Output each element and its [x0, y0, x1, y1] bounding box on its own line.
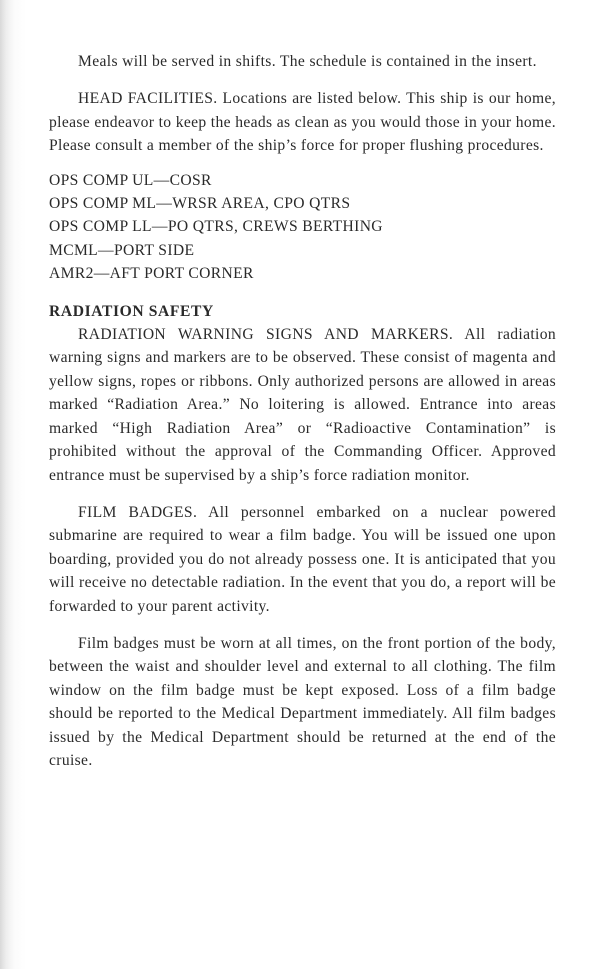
location-item: AMR2—AFT PORT CORNER [49, 265, 254, 283]
head-locations-list [49, 169, 556, 286]
location-item: OPS COMP UL—COSR [49, 171, 212, 189]
page-content [49, 50, 556, 772]
head-facilities-paragraph: HEAD FACILITIES. Locations are listed below. This ship is our home, please endeavor to keep the heads as clean as you would those in your home. Please consult a member of the ship’s force for proper flushing procedures. [49, 90, 556, 155]
section-heading: RADIATION SAFETY [49, 302, 214, 320]
location-item: OPS COMP ML—WRSR AREA, CPO QTRS [49, 195, 351, 213]
meals-paragraph: Meals will be served in shifts. The schedule is contained in the insert. [78, 53, 537, 70]
warning-signs-paragraph: RADIATION WARNING SIGNS AND MARKERS. All radiation warning signs and markers are to be observed. These consist of magenta and yellow signs, ropes or ribbons. Only authorized persons are allowed in areas marked “Radiation Area.” No loitering is allowed. Entrance into areas marked “High Radiation Area” or “Radioactive Contamination” is prohibited without the approval of the Commanding Officer. Approved entrance must be supervised by a ship’s force radiation monitor. [49, 326, 556, 484]
film-badges-wear-paragraph: Film badges must be worn at all times, on the front portion of the body, between the waist and shoulder level and external to all clothing. The film window on the film badge must be kept exposed. Loss of a film badge should be reported to the Medical Department immediately. All film badges issued by the Medical Department should be returned at the end of the cruise. [49, 634, 556, 769]
location-item: MCML—PORT SIDE [49, 241, 195, 259]
location-item: OPS COMP LL—PO QTRS, CREWS BERTHING [49, 218, 383, 236]
film-badges-paragraph: FILM BADGES. All personnel embarked on a nuclear powered submarine are required to wear a film badge. You will be issued one upon boarding, provided you do not already possess one. It is anticipated that you will receive no detectable radiation. In the event that you do, a report will be forwarded to your parent activity. [49, 503, 556, 615]
